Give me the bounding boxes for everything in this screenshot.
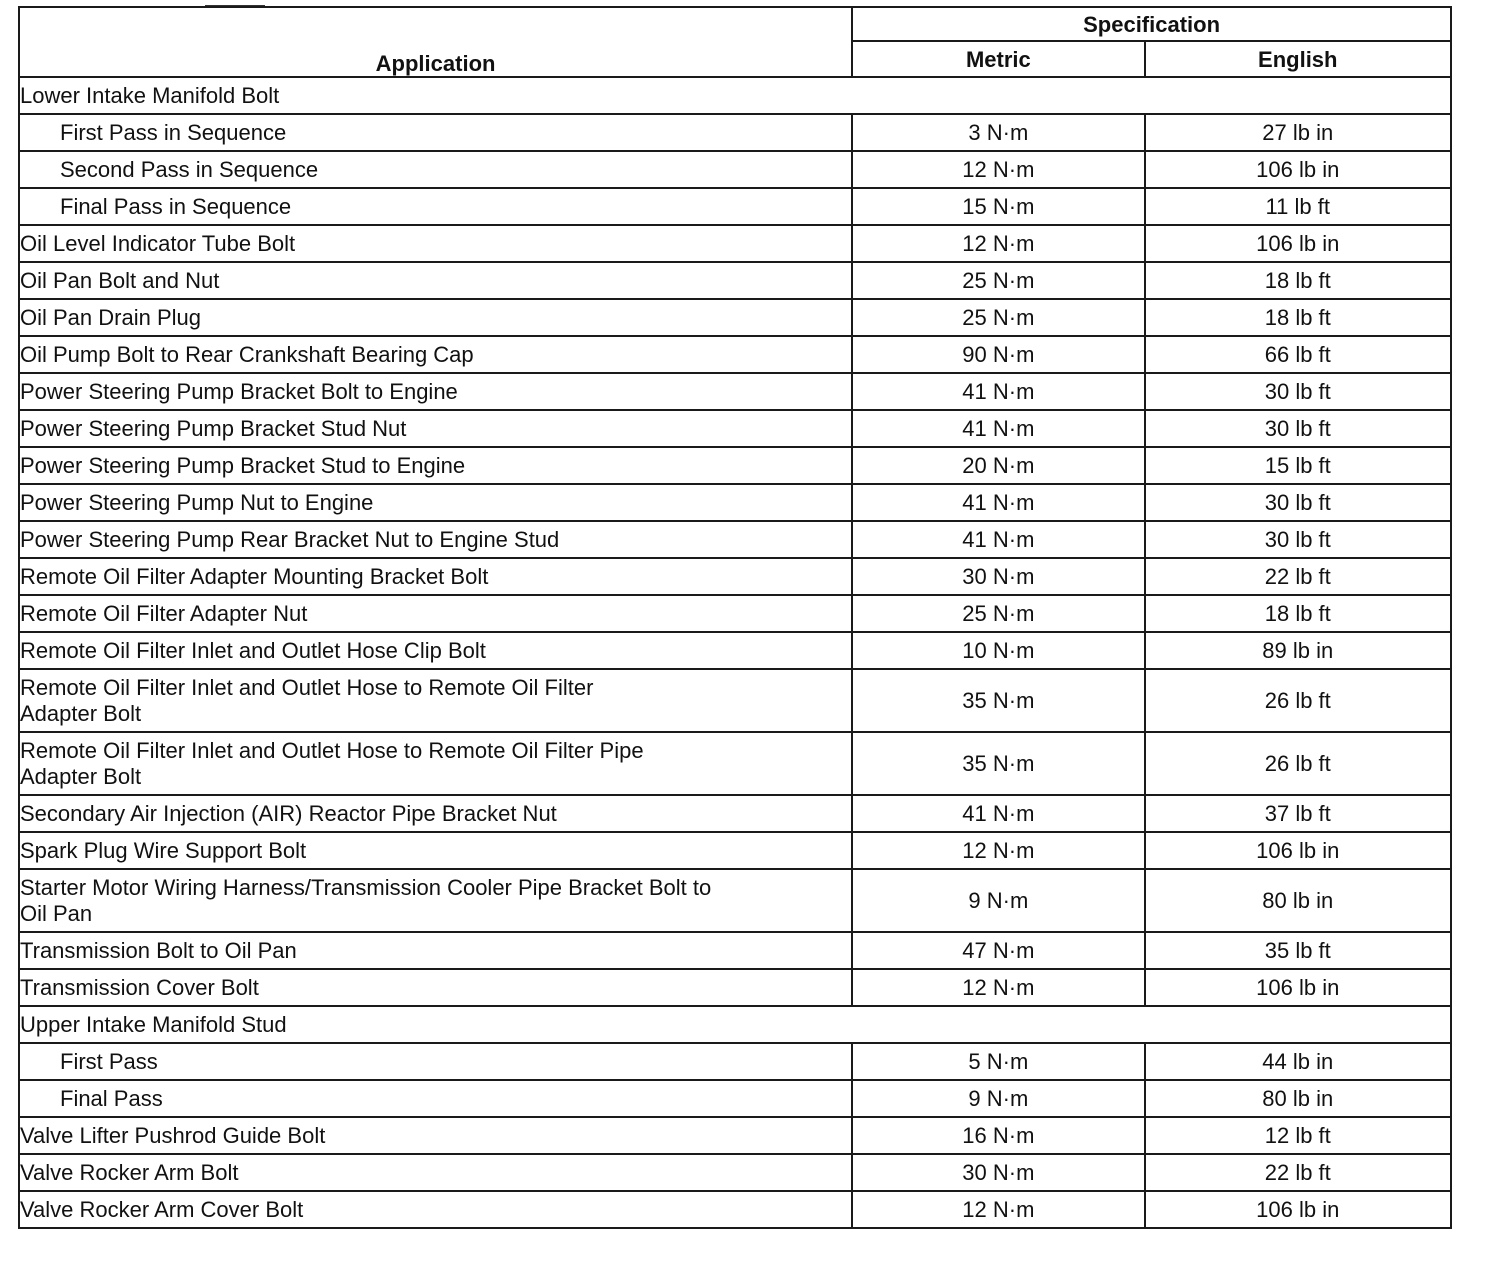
application-cell: Second Pass in Sequence	[19, 151, 852, 188]
metric-value: 30 N·m	[852, 1154, 1144, 1191]
application-line-2: Oil Pan	[20, 900, 93, 926]
application-cell: Oil Level Indicator Tube Bolt	[19, 225, 852, 262]
table-row	[19, 225, 1451, 262]
metric-value: 47 N·m	[852, 932, 1144, 969]
application-cell: First Pass in Sequence	[19, 114, 852, 151]
application-line-2: Adapter Bolt	[20, 763, 142, 789]
table-row	[19, 732, 1451, 795]
english-value: 18 lb ft	[1145, 595, 1451, 632]
table-row	[19, 632, 1451, 669]
metric-value: 9 N·m	[852, 1080, 1144, 1117]
metric-value: 41 N·m	[852, 410, 1144, 447]
table-row	[19, 558, 1451, 595]
metric-value: 12 N·m	[852, 969, 1144, 1006]
english-value: 26 lb ft	[1145, 669, 1451, 732]
application-cell: Secondary Air Injection (AIR) Reactor Pipe Bracket Nut	[19, 795, 852, 832]
application-cell: Final Pass	[19, 1080, 852, 1117]
application-cell: Remote Oil Filter Inlet and Outlet Hose Clip Bolt	[19, 632, 852, 669]
metric-value: 5 N·m	[852, 1043, 1144, 1080]
table-row	[19, 484, 1451, 521]
english-value: 37 lb ft	[1145, 795, 1451, 832]
table-row	[19, 188, 1451, 225]
application-cell: Oil Pan Bolt and Nut	[19, 262, 852, 299]
application-line-1: Starter Motor Wiring Harness/Transmission Cooler Pipe Bracket Bolt to	[20, 874, 712, 900]
english-value: 106 lb in	[1145, 969, 1451, 1006]
application-cell: Power Steering Pump Rear Bracket Nut to Engine Stud	[19, 521, 852, 558]
table-row	[19, 1043, 1451, 1080]
application-cell: Oil Pan Drain Plug	[19, 299, 852, 336]
application-cell: First Pass	[19, 1043, 852, 1080]
metric-value: 3 N·m	[852, 114, 1144, 151]
metric-value: 90 N·m	[852, 336, 1144, 373]
table-row	[19, 669, 1451, 732]
application-cell: Final Pass in Sequence	[19, 188, 852, 225]
table-row	[19, 1080, 1451, 1117]
table-row	[19, 795, 1451, 832]
english-value: 106 lb in	[1145, 832, 1451, 869]
metric-value: 35 N·m	[852, 732, 1144, 795]
application-cell: Remote Oil Filter Adapter Nut	[19, 595, 852, 632]
specification-header: Specification	[852, 7, 1451, 41]
metric-value: 20 N·m	[852, 447, 1144, 484]
metric-value: 12 N·m	[852, 832, 1144, 869]
metric-value: 25 N·m	[852, 299, 1144, 336]
metric-value: 9 N·m	[852, 869, 1144, 932]
english-value: 30 lb ft	[1145, 373, 1451, 410]
english-value: 12 lb ft	[1145, 1117, 1451, 1154]
application-cell: Remote Oil Filter Adapter Mounting Bracket Bolt	[19, 558, 852, 595]
application-line-2: Adapter Bolt	[20, 700, 142, 726]
english-value: 26 lb ft	[1145, 732, 1451, 795]
table-row	[19, 869, 1451, 932]
table-body	[19, 77, 1451, 1228]
table-row	[19, 410, 1451, 447]
application-cell: Valve Rocker Arm Bolt	[19, 1154, 852, 1191]
english-value: 44 lb in	[1145, 1043, 1451, 1080]
metric-value: 41 N·m	[852, 795, 1144, 832]
application-cell: Valve Rocker Arm Cover Bolt	[19, 1191, 852, 1228]
application-cell: Oil Pump Bolt to Rear Crankshaft Bearing Cap	[19, 336, 852, 373]
torque-spec-page	[18, 6, 1452, 1229]
application-cell	[19, 732, 852, 795]
table-row	[19, 262, 1451, 299]
table-row	[19, 114, 1451, 151]
english-value: 106 lb in	[1145, 225, 1451, 262]
english-value: 106 lb in	[1145, 1191, 1451, 1228]
metric-value: 25 N·m	[852, 595, 1144, 632]
application-header: Application	[19, 7, 852, 77]
application-line-1: Remote Oil Filter Inlet and Outlet Hose to Remote Oil Filter Pipe	[20, 737, 644, 763]
group-label: Upper Intake Manifold Stud	[19, 1006, 1451, 1043]
table-row	[19, 832, 1451, 869]
metric-value: 10 N·m	[852, 632, 1144, 669]
english-value: 18 lb ft	[1145, 262, 1451, 299]
application-cell: Power Steering Pump Bracket Stud to Engine	[19, 447, 852, 484]
metric-value: 16 N·m	[852, 1117, 1144, 1154]
metric-value: 41 N·m	[852, 373, 1144, 410]
english-value: 30 lb ft	[1145, 410, 1451, 447]
application-cell: Power Steering Pump Bracket Bolt to Engine	[19, 373, 852, 410]
application-cell: Transmission Bolt to Oil Pan	[19, 932, 852, 969]
application-line-1: Remote Oil Filter Inlet and Outlet Hose to Remote Oil Filter	[20, 674, 594, 700]
metric-value: 35 N·m	[852, 669, 1144, 732]
english-value: 30 lb ft	[1145, 484, 1451, 521]
application-cell	[19, 869, 852, 932]
table-row	[19, 969, 1451, 1006]
application-cell: Power Steering Pump Nut to Engine	[19, 484, 852, 521]
english-header: English	[1145, 41, 1451, 77]
english-value: 22 lb ft	[1145, 1154, 1451, 1191]
application-cell: Power Steering Pump Bracket Stud Nut	[19, 410, 852, 447]
english-value: 11 lb ft	[1145, 188, 1451, 225]
table-row	[19, 595, 1451, 632]
table-row	[19, 373, 1451, 410]
english-value: 30 lb ft	[1145, 521, 1451, 558]
english-value: 80 lb in	[1145, 1080, 1451, 1117]
english-value: 106 lb in	[1145, 151, 1451, 188]
metric-value: 12 N·m	[852, 225, 1144, 262]
table-group-row	[19, 77, 1451, 114]
application-cell: Transmission Cover Bolt	[19, 969, 852, 1006]
english-value: 66 lb ft	[1145, 336, 1451, 373]
table-header	[19, 7, 1451, 77]
metric-value: 12 N·m	[852, 1191, 1144, 1228]
table-row	[19, 521, 1451, 558]
table-row	[19, 151, 1451, 188]
metric-value: 15 N·m	[852, 188, 1144, 225]
english-value: 89 lb in	[1145, 632, 1451, 669]
english-value: 35 lb ft	[1145, 932, 1451, 969]
group-label: Lower Intake Manifold Bolt	[19, 77, 1451, 114]
table-row	[19, 336, 1451, 373]
metric-value: 30 N·m	[852, 558, 1144, 595]
application-cell: Valve Lifter Pushrod Guide Bolt	[19, 1117, 852, 1154]
english-value: 27 lb in	[1145, 114, 1451, 151]
table-row	[19, 1191, 1451, 1228]
table-row	[19, 299, 1451, 336]
table-row	[19, 932, 1451, 969]
english-value: 80 lb in	[1145, 869, 1451, 932]
application-cell	[19, 669, 852, 732]
metric-value: 41 N·m	[852, 521, 1144, 558]
metric-header: Metric	[852, 41, 1144, 77]
english-value: 15 lb ft	[1145, 447, 1451, 484]
table-row	[19, 1117, 1451, 1154]
fastener-torque-table	[18, 6, 1452, 1229]
english-value: 18 lb ft	[1145, 299, 1451, 336]
table-row	[19, 447, 1451, 484]
application-cell: Spark Plug Wire Support Bolt	[19, 832, 852, 869]
english-value: 22 lb ft	[1145, 558, 1451, 595]
metric-value: 25 N·m	[852, 262, 1144, 299]
metric-value: 41 N·m	[852, 484, 1144, 521]
metric-value: 12 N·m	[852, 151, 1144, 188]
table-group-row	[19, 1006, 1451, 1043]
table-row	[19, 1154, 1451, 1191]
